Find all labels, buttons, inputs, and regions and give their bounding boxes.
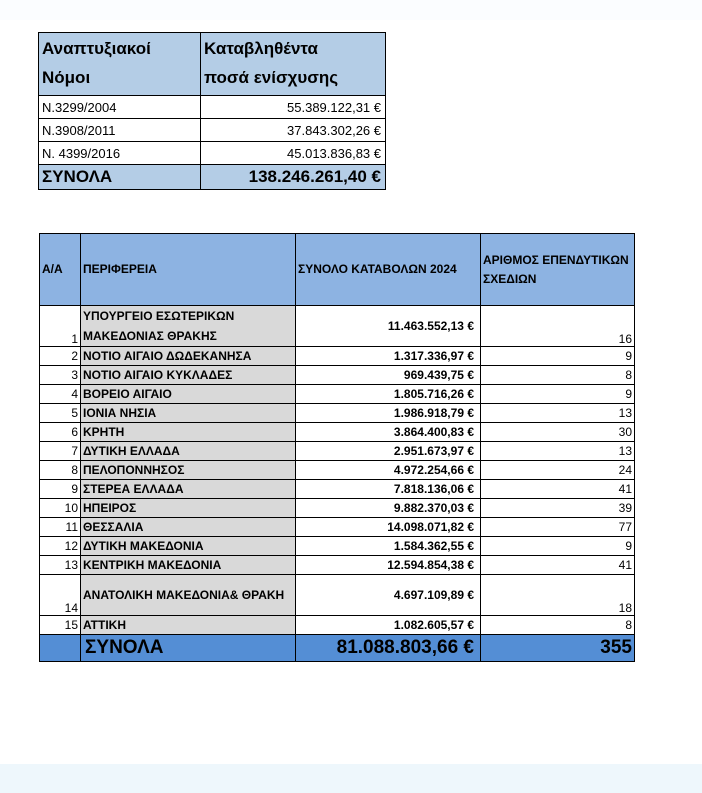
law-cell: N.3299/2004 [39, 96, 201, 119]
payments-total: 1.082.605,57 € [296, 616, 481, 635]
region-name: ΚΡΗΤΗ [81, 423, 296, 442]
payments-total: 3.864.400,83 € [296, 423, 481, 442]
laws-total-row [39, 165, 386, 190]
table-row [39, 96, 386, 119]
table-row [40, 366, 635, 385]
row-number: 5 [40, 404, 81, 423]
region-name: ΘΕΣΣΑΛΙΑ [81, 518, 296, 537]
regions-total-row [40, 635, 635, 662]
row-number: 14 [40, 575, 81, 616]
row-number: 10 [40, 499, 81, 518]
investment-plans-count: 39 [481, 499, 635, 518]
investment-plans-count: 16 [481, 306, 635, 347]
payments-total: 4.697.109,89 € [296, 575, 481, 616]
page-top-band [0, 0, 702, 20]
payments-total: 1.986.918,79 € [296, 404, 481, 423]
region-name: ΔΥΤΙΚΗ ΜΑΚΕΔΟΝΙΑ [81, 537, 296, 556]
row-number: 12 [40, 537, 81, 556]
region-name: ΥΠΟΥΡΓΕΙΟ ΕΣΩΤΕΡΙΚΩΝ ΜΑΚΕΔΟΝΙΑΣ ΘΡΑΚΗΣ [81, 306, 296, 347]
investment-plans-count: 8 [481, 616, 635, 635]
investment-plans-count: 9 [481, 385, 635, 404]
payments-total: 12.594.854,38 € [296, 556, 481, 575]
payments-total: 2.951.673,97 € [296, 442, 481, 461]
table-row [40, 556, 635, 575]
investment-plans-count: 18 [481, 575, 635, 616]
header-plans: ΑΡΙΘΜΟΣ ΕΠΕΝΔΥΤΙΚΩΝ ΣΧΕΔΙΩΝ [481, 234, 635, 306]
header-laws-line2: Νόμοι [42, 68, 91, 87]
row-number: 1 [40, 306, 81, 347]
region-name: ΚΕΝΤΡΙΚΗ ΜΑΚΕΔΟΝΙΑ [81, 556, 296, 575]
row-number: 4 [40, 385, 81, 404]
law-cell: N. 4399/2016 [39, 142, 201, 165]
row-number: 6 [40, 423, 81, 442]
regions-table-body [40, 306, 635, 635]
payments-total: 4.972.254,66 € [296, 461, 481, 480]
regions-total-label: ΣΥΝΟΛΑ [81, 635, 296, 662]
header-sum: ΣΥΝΟΛΟ ΚΑΤΑΒΟΛΩΝ 2024 [296, 234, 481, 306]
row-number: 15 [40, 616, 81, 635]
payments-total: 14.098.071,82 € [296, 518, 481, 537]
row-number: 13 [40, 556, 81, 575]
row-number: 2 [40, 347, 81, 366]
table-row [40, 404, 635, 423]
table-row [39, 119, 386, 142]
page-bottom-band [0, 764, 702, 793]
table-row [40, 442, 635, 461]
payments-total: 969.439,75 € [296, 366, 481, 385]
regions-table-header [40, 234, 635, 306]
row-number: 9 [40, 480, 81, 499]
total-amount: 138.246.261,40 € [201, 165, 386, 190]
investment-plans-count: 41 [481, 556, 635, 575]
table-row [40, 616, 635, 635]
table-row [40, 537, 635, 556]
investment-plans-count: 8 [481, 366, 635, 385]
row-number: 3 [40, 366, 81, 385]
laws-table [38, 32, 386, 190]
table-row [40, 499, 635, 518]
payments-total: 1.805.716,26 € [296, 385, 481, 404]
region-name: ΗΠΕΙΡΟΣ [81, 499, 296, 518]
total-aa-empty [40, 635, 81, 662]
payments-total: 1.317.336,97 € [296, 347, 481, 366]
total-label: ΣΥΝΟΛΑ [39, 165, 201, 190]
investment-plans-count: 9 [481, 537, 635, 556]
region-name: ΣΤΕΡΕΑ ΕΛΛΑΔΑ [81, 480, 296, 499]
region-name: ΝΟΤΙΟ ΑΙΓΑΙΟ ΚΥΚΛΑΔΕΣ [81, 366, 296, 385]
investment-plans-count: 30 [481, 423, 635, 442]
amount-cell: 45.013.836,83 € [201, 142, 386, 165]
header-aa: Α/Α [40, 234, 81, 306]
region-name: ΝΟΤΙΟ ΑΙΓΑΙΟ ΔΩΔΕΚΑΝΗΣΑ [81, 347, 296, 366]
payments-total: 9.882.370,03 € [296, 499, 481, 518]
investment-plans-count: 13 [481, 404, 635, 423]
investment-plans-count: 77 [481, 518, 635, 537]
regions-total-plans: 355 [481, 635, 635, 662]
investment-plans-count: 41 [481, 480, 635, 499]
region-name: ΙΟΝΙΑ ΝΗΣΙΑ [81, 404, 296, 423]
header-laws [39, 33, 201, 96]
laws-table-header [39, 33, 386, 96]
investment-plans-count: 13 [481, 442, 635, 461]
table-row [40, 518, 635, 537]
row-number: 8 [40, 461, 81, 480]
investment-plans-count: 9 [481, 347, 635, 366]
amount-cell: 37.843.302,26 € [201, 119, 386, 142]
table-row [40, 575, 635, 616]
regions-table [39, 233, 635, 662]
region-name: ΠΕΛΟΠΟΝΝΗΣΟΣ [81, 461, 296, 480]
header-region: ΠΕΡΙΦΕΡΕΙΑ [81, 234, 296, 306]
payments-total: 1.584.362,55 € [296, 537, 481, 556]
header-amounts-line2: ποσά ενίσχυσης [204, 68, 339, 87]
regions-total-sum: 81.088.803,66 € [296, 635, 481, 662]
payments-total: 7.818.136,06 € [296, 480, 481, 499]
table-row [40, 423, 635, 442]
region-name: ΒΟΡΕΙΟ ΑΙΓΑΙΟ [81, 385, 296, 404]
amount-cell: 55.389.122,31 € [201, 96, 386, 119]
payments-total: 11.463.552,13 € [296, 306, 481, 347]
table-row [39, 142, 386, 165]
table-row [40, 306, 635, 347]
row-number: 7 [40, 442, 81, 461]
row-number: 11 [40, 518, 81, 537]
region-name: ΔΥΤΙΚΗ ΕΛΛΑΔΑ [81, 442, 296, 461]
investment-plans-count: 24 [481, 461, 635, 480]
region-name: ΑΤΤΙΚΗ [81, 616, 296, 635]
table-row [40, 385, 635, 404]
law-cell: N.3908/2011 [39, 119, 201, 142]
region-name: ΑΝΑΤΟΛΙΚΗ ΜΑΚΕΔΟΝΙΑ& ΘΡΑΚΗ [81, 575, 296, 616]
header-laws-line1: Αναπτυξιακοί [42, 39, 151, 58]
header-amounts-line1: Καταβληθέντα [204, 39, 318, 58]
header-amounts [201, 33, 386, 96]
table-row [40, 461, 635, 480]
table-row [40, 347, 635, 366]
table-row [40, 480, 635, 499]
